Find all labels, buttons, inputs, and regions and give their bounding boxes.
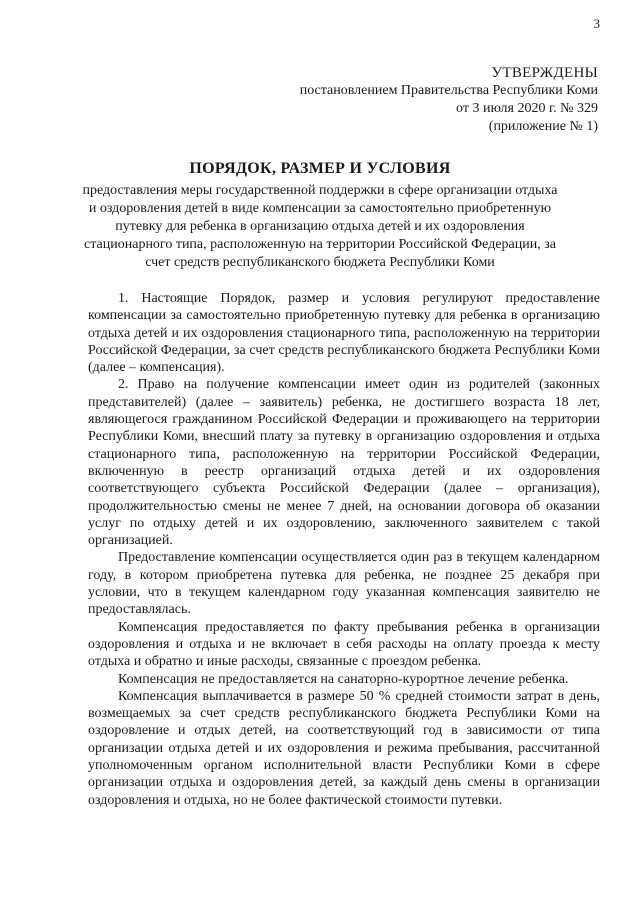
paragraph-2: 2. Право на получение компенсации имеет один из родителей (законных представителей) (далее – заявитель) ребенка, не достигшего возраста 18 лет, являющегося гражданином Российской Федерации и проживающего на территории Республики Коми, внесший плату за путевку в организацию оздоровления и отдыха стационарного типа, расположенную на территории Российской Федерации, включенную в реестр организаций отдыха детей и их оздоровления соответствующего субъекта Российской Федерации (далее – организация), продолжительностью смены не менее 7 дней, на основании договора об оказании услуг по отдыху детей и их оздоровлению, заключенного заявителем с такой организацией. bbox=[88, 377, 600, 549]
document-body bbox=[88, 290, 600, 809]
paragraph-1: 1. Настоящие Порядок, размер и условия регулируют предоставление компенсации за самостоятельно приобретенную путевку для ребенка в организацию отдыха детей и их оздоровления стационарного типа, расположенную на территории Российской Федерации, за счет средств республиканского бюджета Республики Коми (далее – компенсация). bbox=[88, 291, 600, 376]
paragraph-4: Компенсация предоставляется по факту пребывания ребенка в организации оздоровления и отдыха и не включает в себя расходы на оплату проезда к месту отдыха и обратно и иные расходы, связанные с проездом ребенка. bbox=[88, 619, 600, 670]
approval-appendix-line: (приложение № 1) bbox=[488, 119, 598, 134]
approval-decree-line: постановлением Правительства Республики Коми bbox=[299, 83, 598, 98]
approval-date-line: от 3 июля 2020 г. № 329 bbox=[456, 101, 598, 116]
paragraph-6: Компенсация выплачивается в размере 50 % средней стоимости затрат в день, возмещаемых за счет средств республиканского бюджета Республики Коми на оздоровление и отдых детей, на соответствующий год в зависимости от типа организации отдыха детей и их оздоровления и режима пребывания, рассчитанной уполномоченным органом исполнительной власти Республики Коми в сфере организации отдыха и оздоровления детей, за каждый день смены в организации оздоровления и отдыха, но не более фактической стоимости путевки. bbox=[88, 688, 600, 808]
approval-stamp-block bbox=[300, 64, 598, 136]
document-title: ПОРЯДОК, РАЗМЕР И УСЛОВИЯ bbox=[189, 160, 451, 177]
approved-heading: УТВЕРЖДЕНЫ bbox=[491, 65, 598, 81]
document-subtitle: предоставления меры государственной поддержки в сфере организации отдыха и оздоровления детей в виде компенсации за самостоятельно приобретенную путевку для ребенка в организацию отдыха детей и их оздоровления стационарного типа, расположенную на территории Российской Федерации, за счет средств республиканского бюджета Республики Коми bbox=[82, 183, 558, 270]
paragraph-3: Предоставление компенсации осуществляется один раз в текущем календарном году, в котором приобретена путевка для ребенка, не позднее 25 декабря при условии, что в текущем календарном году указанная компенсация заявителю не предоставлялась. bbox=[88, 550, 600, 618]
page-number: 3 bbox=[593, 16, 600, 31]
paragraph-5: Компенсация не предоставляется на санаторно-курортное лечение ребенка. bbox=[118, 671, 569, 687]
